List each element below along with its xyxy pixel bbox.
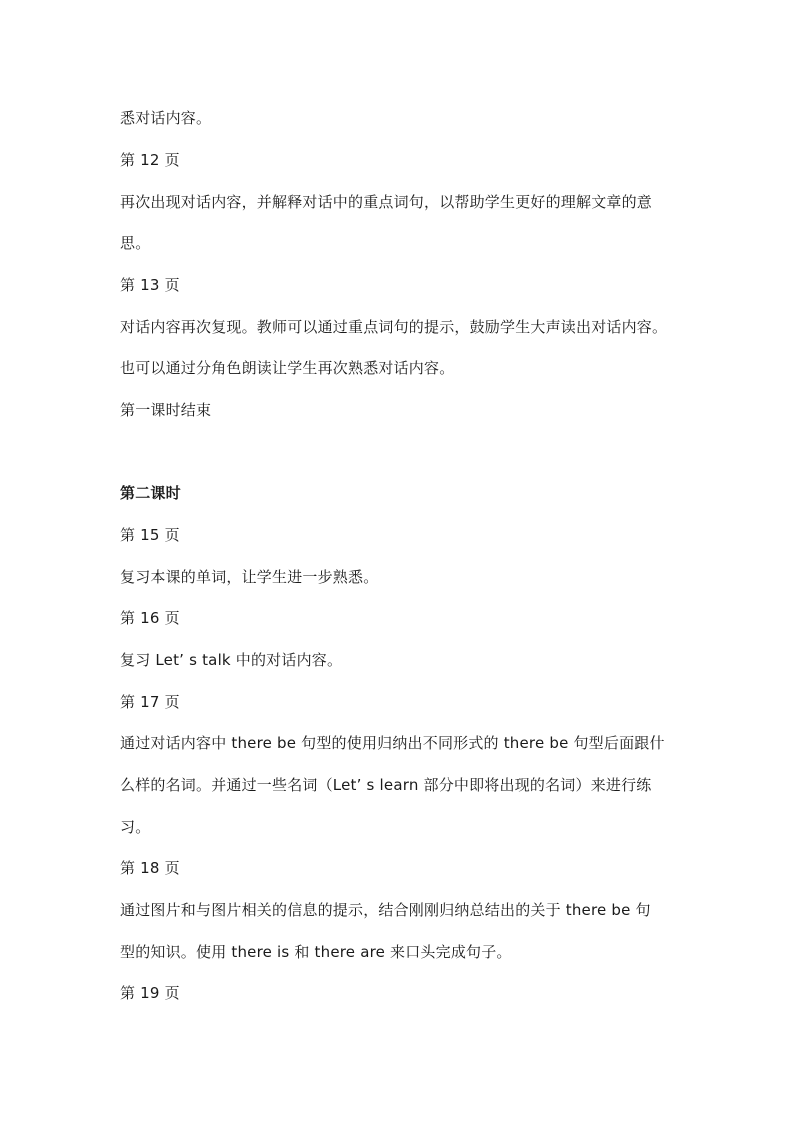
page-number-label: 第 19 页 (120, 984, 180, 1002)
text-line: 习。 (120, 818, 151, 836)
page-number-label: 第 15 页 (120, 526, 180, 544)
text-line: 么样的名词。并通过一些名词（Let’ s learn 部分中即将出现的名词）来进行练 (120, 776, 652, 794)
text-line: 再次出现对话内容，并解释对话中的重点词句，以帮助学生更好的理解文章的意 (120, 193, 653, 211)
page-number-label: 第 13 页 (120, 276, 180, 294)
section-heading: 第二课时 (120, 484, 181, 502)
page-number-label: 第 16 页 (120, 609, 180, 627)
text-line: 对话内容再次复现。教师可以通过重点词句的提示，鼓励学生大声读出对话内容。 (120, 318, 668, 336)
text-line: 复习本课的单词，让学生进一步熟悉。 (120, 568, 379, 586)
text-line: 通过对话内容中 there be 句型的使用归纳出不同形式的 there be 句型后面跟什 (120, 734, 665, 752)
text-line: 复习 Let’ s talk 中的对话内容。 (120, 651, 343, 669)
text-line: 通过图片和与图片相关的信息的提示，结合刚刚归纳总结出的关于 there be 句 (120, 901, 651, 919)
page-number-label: 第 17 页 (120, 693, 180, 711)
text-line: 型的知识。使用 there is 和 there are 来口头完成句子。 (120, 943, 512, 961)
page-number-label: 第 12 页 (120, 151, 180, 169)
section-end-label: 第一课时结束 (120, 401, 212, 419)
text-line: 思。 (120, 234, 151, 252)
text-line: 也可以通过分角色朗读让学生再次熟悉对话内容。 (120, 359, 455, 377)
text-line: 悉对话内容。 (120, 109, 212, 127)
page-number-label: 第 18 页 (120, 859, 180, 877)
